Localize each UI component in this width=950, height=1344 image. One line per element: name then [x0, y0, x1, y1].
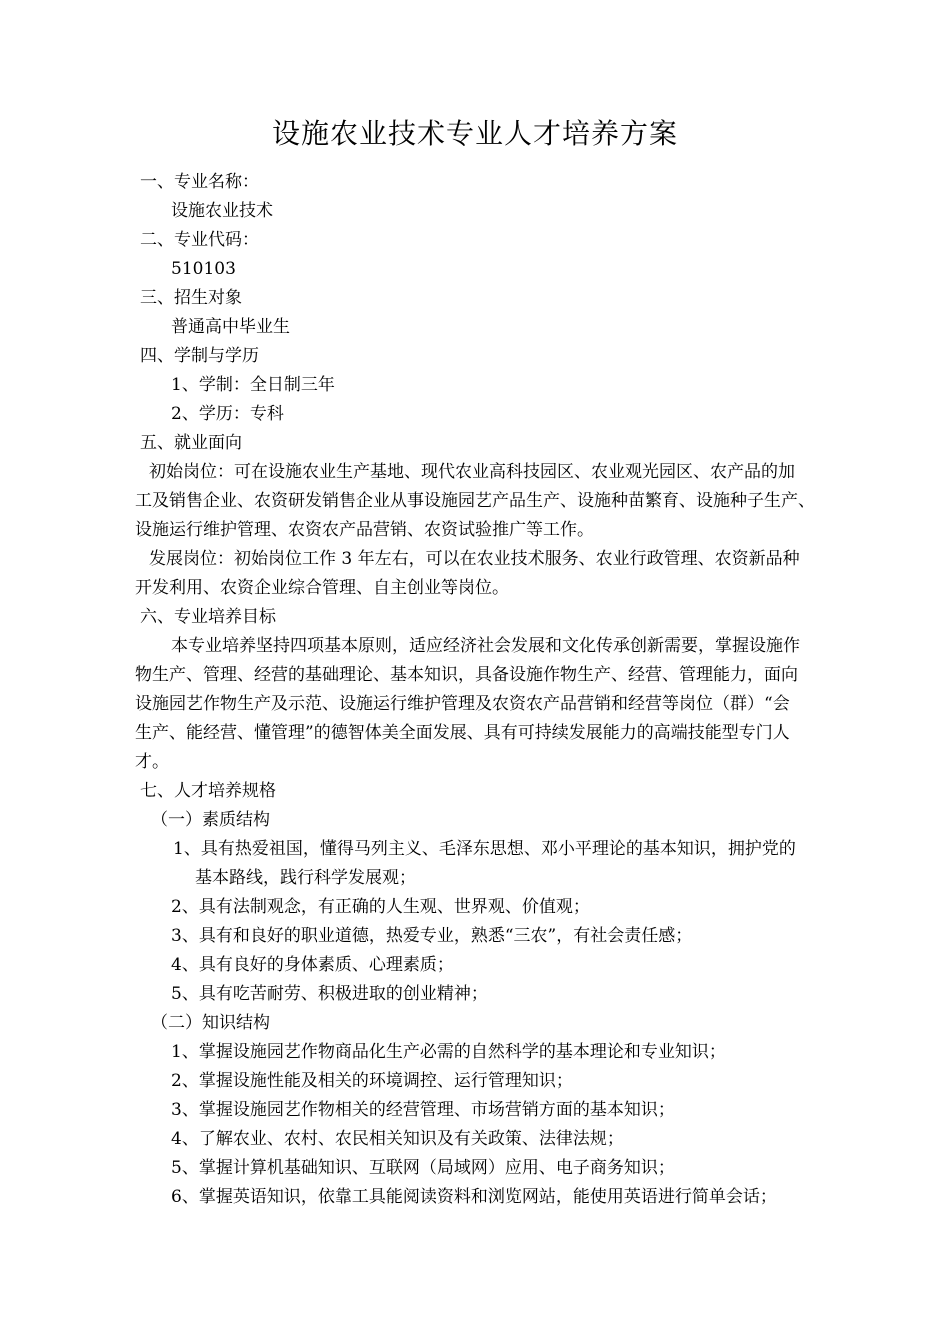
enrollment-value: 普通高中毕业生: [171, 317, 290, 337]
knowledge-item: 3、掌握设施园艺作物相关的经营管理、市场营销方面的基本知识；: [171, 1100, 675, 1120]
knowledge-item: 6、掌握英语知识，依靠工具能阅读资料和浏览网站，能使用英语进行简单会话；: [171, 1187, 777, 1207]
development-position-line: 开发利用、农资企业综合管理、自主创业等岗位。: [135, 578, 509, 598]
objective-line: 本专业培养坚持四项基本原则，适应经济社会发展和文化传承创新需要，掌握设施作: [171, 636, 800, 656]
initial-position-line: 工及销售企业、农资研发销售企业从事设施园艺产品生产、设施种苗繁育、设施种子生产、: [135, 491, 815, 511]
major-name-value: 设施农业技术: [171, 201, 273, 221]
subheading-knowledge-structure: （二）知识结构: [151, 1013, 270, 1033]
degree-item: 2、学历：专科: [171, 404, 284, 424]
objective-line: 才。: [135, 752, 169, 772]
knowledge-item: 2、掌握设施性能及相关的环境调控、运行管理知识；: [171, 1071, 573, 1091]
objective-line: 物生产、管理、经营的基础理论、基本知识，具备设施作物生产、经营、管理能力，面向: [135, 665, 798, 685]
section-heading-enrollment: 三、招生对象: [140, 288, 242, 308]
document-title: 设施农业技术专业人才培养方案: [271, 117, 678, 150]
initial-position-line: 初始岗位：可在设施农业生产基地、现代农业高科技园区、农业观光园区、农产品的加: [149, 462, 795, 482]
section-heading-duration: 四、学制与学历: [140, 346, 259, 366]
quality-item: 2、具有法制观念，有正确的人生观、世界观、价值观；: [171, 897, 590, 917]
knowledge-item: 1、掌握设施园艺作物商品化生产必需的自然科学的基本理论和专业知识；: [171, 1042, 726, 1062]
quality-item-continuation: 基本路线，践行科学发展观；: [195, 868, 416, 888]
section-heading-objective: 六、专业培养目标: [140, 607, 276, 627]
objective-line: 生产、能经营、懂管理”的德智体美全面发展、具有可持续发展能力的高端技能型专门人: [135, 723, 790, 743]
section-heading-employment: 五、就业面向: [140, 433, 242, 453]
major-code-value: 510103: [171, 259, 236, 279]
section-heading-specification: 七、人才培养规格: [140, 781, 276, 801]
knowledge-item: 5、掌握计算机基础知识、互联网（局域网）应用、电子商务知识；: [171, 1158, 675, 1178]
knowledge-item: 4、了解农业、农村、农民相关知识及有关政策、法律法规；: [171, 1129, 624, 1149]
section-heading-major-name: 一、专业名称：: [140, 172, 259, 192]
quality-item: 1、具有热爱祖国，懂得马列主义、毛泽东思想、邓小平理论的基本知识，拥护党的: [173, 839, 796, 859]
quality-item: 3、具有和良好的职业道德，热爱专业，熟悉“三农”，有社会责任感；: [171, 926, 693, 946]
development-position-line: 发展岗位：初始岗位工作 3 年左右，可以在农业技术服务、农业行政管理、农资新品种: [149, 549, 800, 569]
objective-line: 设施园艺作物生产及示范、设施运行维护管理及农资农产品营销和经营等岗位（群）“会: [135, 694, 790, 714]
duration-item: 1、学制：全日制三年: [171, 375, 335, 395]
quality-item: 5、具有吃苦耐劳、积极进取的创业精神；: [171, 984, 488, 1004]
quality-item: 4、具有良好的身体素质、心理素质；: [171, 955, 454, 975]
initial-position-line: 设施运行维护管理、农资农产品营销、农资试验推广等工作。: [135, 520, 594, 540]
subheading-quality-structure: （一）素质结构: [151, 810, 270, 830]
section-heading-major-code: 二、专业代码：: [140, 230, 259, 250]
